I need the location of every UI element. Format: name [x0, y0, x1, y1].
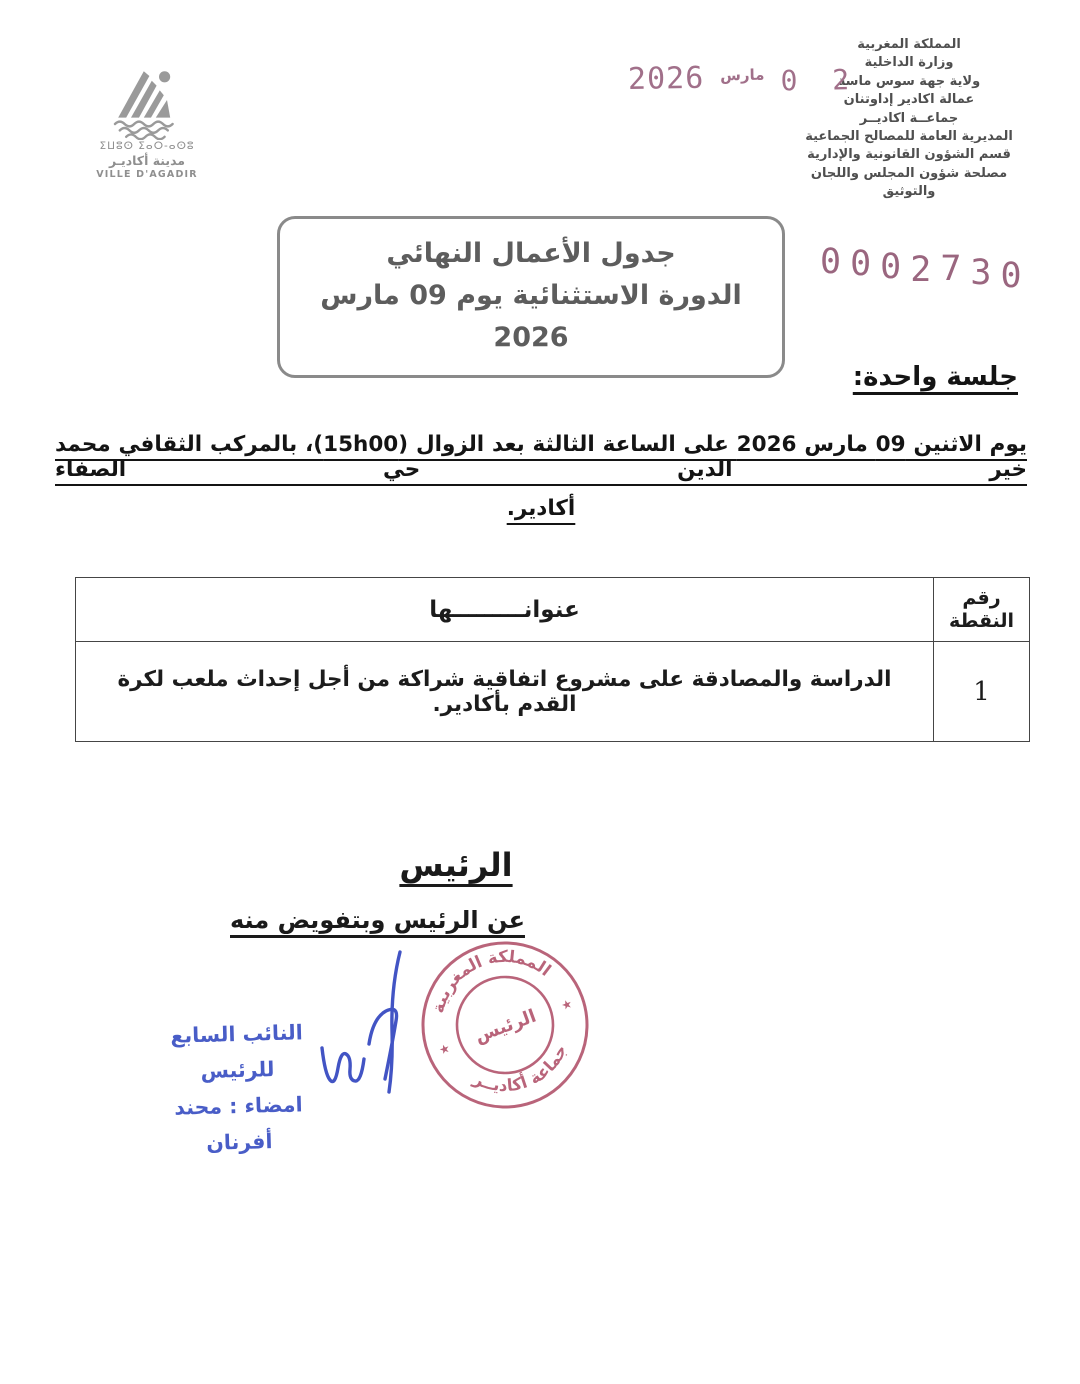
- deputy-name: امضاء : محند أفرنان: [174, 1092, 303, 1155]
- deputy-title: النائب السابع للرئيس: [170, 1020, 304, 1083]
- letterhead-line: مصلحة شؤون المجلس واللجان والتوثيق: [810, 165, 1008, 200]
- letterhead-line: المديرية العامة للمصالح الجماعية: [805, 129, 1013, 145]
- letterhead-line: المملكة المغربية: [857, 37, 961, 52]
- stamp-digit: 0: [820, 242, 842, 282]
- date-stamp-day: 0 2: [780, 62, 859, 98]
- stamp-star-left-icon: ★: [437, 1040, 453, 1058]
- session-paragraph-line2: أكادير.: [506, 496, 576, 521]
- table-row-number-cell: [933, 642, 1029, 741]
- stamp-arc-bottom-text: جماعة أكاديــر: [470, 1041, 571, 1096]
- letterhead-line: ولاية جهة سوس ماسة: [837, 73, 981, 89]
- stamp-center-text: الرئيس: [471, 1005, 540, 1048]
- agenda-table: [75, 577, 1030, 742]
- official-round-stamp: [390, 928, 620, 1118]
- sailboat-waves-icon: [107, 60, 187, 140]
- agenda-title-line2: الدورة الاستثنائية يوم 09 مارس 2026: [320, 280, 742, 353]
- stamp-digit: 0: [850, 244, 872, 284]
- table-header-title: [76, 578, 933, 642]
- letterhead-line: وزارة الداخلية: [864, 55, 954, 71]
- table-header-point-number-line1: رقم: [962, 586, 1001, 609]
- table-header-point-number-line2: النقطة: [948, 609, 1015, 632]
- session-paragraph-line1: يوم الاثنين 09 مارس 2026 على الساعة الثالثة بعد الزوال (15h00)، بالمركب الثقافي محمد خير الدين حي الصفاء: [55, 432, 1027, 482]
- table-header-title-label: عنوانـــــــــها: [429, 596, 580, 623]
- logo-arabic-text: مدينة أكاديـر: [108, 153, 186, 168]
- table-header-point-number: [933, 578, 1029, 642]
- stamp-digit: 7: [940, 249, 962, 289]
- logo-latin-text: VILLE D'AGADIR: [96, 169, 198, 180]
- session-heading: جلسة واحدة:: [852, 362, 1018, 392]
- table-row-title: الدراسة والمصادقة على مشروع اتفاقية شراكة من أجل إحداث ملعب لكرة القدم بأكادير.: [117, 666, 892, 717]
- letterhead-line: جماعــة اكاديــر: [859, 110, 959, 126]
- logo-tifinagh-text: ⵉⵡⵓⵙ ⵉⴰⵔ-ⴰⵙⵓ: [99, 140, 195, 152]
- table-row-number: 1: [973, 676, 990, 707]
- stamp-arc-top-text: المملكة المغربية: [428, 946, 555, 1015]
- session-paragraph: [55, 432, 1027, 521]
- stamp-digit: 0: [1000, 256, 1022, 296]
- delegation-line: عن الرئيس وبتفويض منه: [230, 906, 525, 934]
- stamp-digit: 2: [910, 250, 932, 290]
- date-stamp-year: 2026: [627, 60, 705, 98]
- table-row-title-cell: [76, 642, 933, 741]
- arrival-date-stamp: [628, 58, 859, 100]
- deputy-ink-stamp: [136, 1013, 340, 1162]
- letterhead-line: عمالة اكادير إداوتنان: [843, 92, 975, 108]
- stamp-digit: 0: [880, 247, 902, 287]
- agenda-title-box: [277, 216, 785, 378]
- agenda-title-line1: جدول الأعمال النهائي: [386, 238, 676, 269]
- letterhead-line: قسم الشؤون القانونية والإدارية: [807, 147, 1011, 163]
- president-heading: الرئيس: [399, 846, 513, 884]
- stamp-star-right-icon: ★: [559, 996, 575, 1014]
- agadir-city-logo: [92, 60, 202, 181]
- registration-number-stamp: [820, 242, 1031, 296]
- stamp-digit: 3: [970, 253, 992, 293]
- date-stamp-month: مارس: [720, 65, 765, 85]
